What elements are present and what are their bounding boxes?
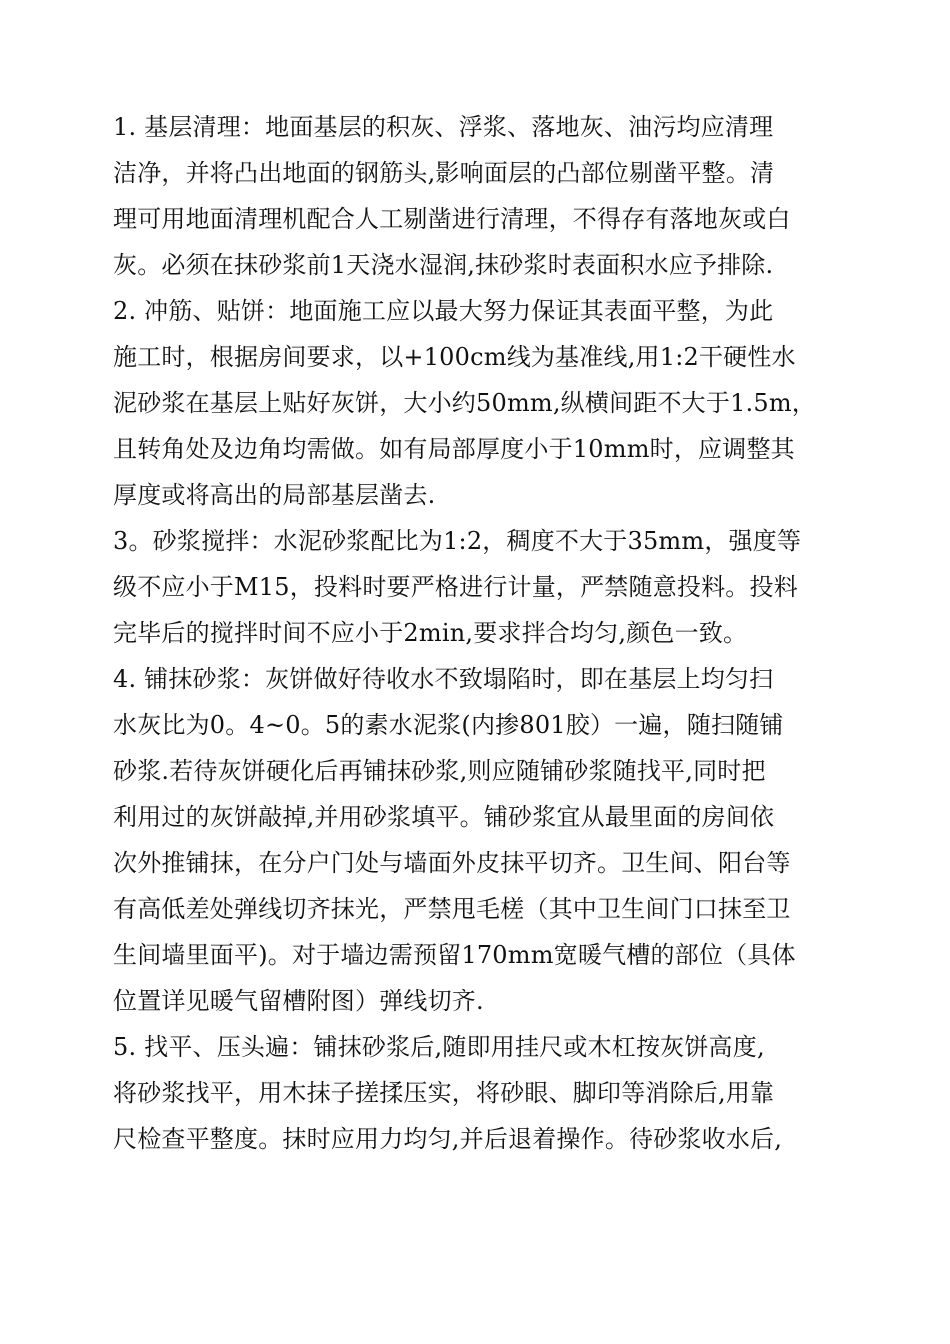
- text-line: 理可用地面清理机配合人工剔凿进行清理，不得存有落地灰或白: [113, 205, 791, 233]
- paragraph-screeding-marks: [113, 288, 843, 518]
- document-body: [113, 104, 843, 1162]
- text-line: 将砂浆找平，用木抹子搓揉压实，将砂眼、脚印等消除后,用靠: [113, 1079, 775, 1107]
- text-line: 砂浆.若待灰饼硬化后再铺抹砂浆,则应随铺砂浆随找平,同时把: [113, 757, 766, 785]
- paragraph-base-cleaning: [113, 104, 843, 288]
- text-line: 位置详见暖气留槽附图）弹线切齐.: [113, 987, 484, 1015]
- paragraph-mortar-mixing: [113, 518, 843, 656]
- text-line: 水灰比为0。4~0。5的素水泥浆(内掺801胶）一遍，随扫随铺: [113, 711, 784, 739]
- text-line: 生间墙里面平)。对于墙边需预留170mm宽暖气槽的部位（具体: [113, 941, 796, 969]
- text-line: 尺检查平整度。抹时应用力均匀,并后退着操作。待砂浆收水后,: [113, 1125, 783, 1153]
- text-line: 次外推铺抹，在分户门处与墙面外皮抹平切齐。卫生间、阳台等: [113, 849, 791, 877]
- text-line: 施工时，根据房间要求，以+100cm线为基准线,用1:2干硬性水: [113, 343, 796, 371]
- text-line: 有高低差处弹线切齐抹光，严禁甩毛槎（其中卫生间门口抹至卫: [113, 895, 791, 923]
- text-line: 2. 冲筋、贴饼：地面施工应以最大努力保证其表面平整，为此: [113, 297, 774, 325]
- text-line: 灰。必须在抹砂浆前1天浇水湿润,抹砂浆时表面积水应予排除.: [113, 251, 774, 279]
- text-line: 5. 找平、压头遍：铺抹砂浆后,随即用挂尺或木杠按灰饼高度,: [113, 1033, 765, 1061]
- paragraph-leveling-first-pass: [113, 1024, 843, 1162]
- text-line: 完毕后的搅拌时间不应小于2min,要求拌合均匀,颜色一致。: [113, 619, 748, 647]
- text-line: 3。砂浆搅拌：水泥砂浆配比为1:2，稠度不大于35mm，强度等: [113, 527, 802, 555]
- text-line: 泥砂浆在基层上贴好灰饼，大小约50mm,纵横间距不大于1.5m，: [113, 389, 817, 417]
- text-line: 级不应小于M15，投料时要严格进行计量，严禁随意投料。投料: [113, 573, 798, 601]
- text-line: 洁净，并将凸出地面的钢筋头,影响面层的凸部位剔凿平整。清: [113, 159, 775, 187]
- paragraph-mortar-spreading: [113, 656, 843, 1024]
- text-line: 厚度或将高出的局部基层凿去.: [113, 481, 436, 509]
- text-line: 4. 铺抹砂浆：灰饼做好待收水不致塌陷时，即在基层上均匀扫: [113, 665, 774, 693]
- text-line: 1. 基层清理：地面基层的积灰、浮浆、落地灰、油污均应清理: [113, 113, 774, 141]
- text-line: 利用过的灰饼敲掉,并用砂浆填平。铺砂浆宜从最里面的房间依: [113, 803, 775, 831]
- text-line: 且转角处及边角均需做。如有局部厚度小于10mm时，应调整其: [113, 435, 795, 463]
